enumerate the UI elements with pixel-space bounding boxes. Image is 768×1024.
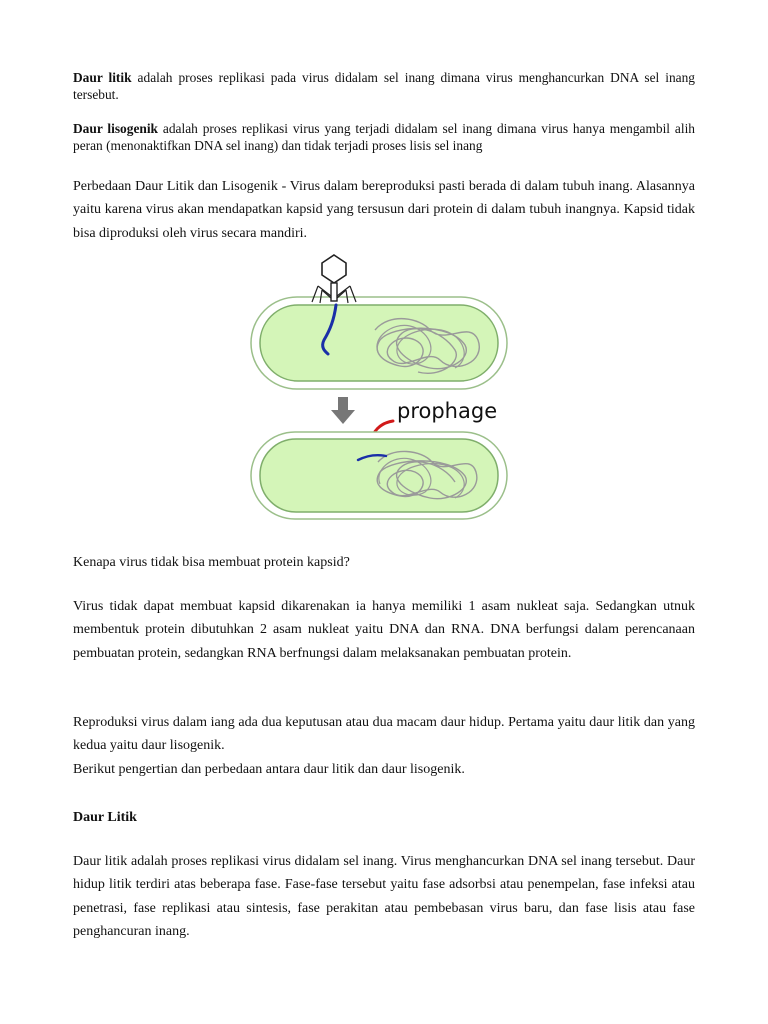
prophage-label: prophage [397,399,498,423]
bacteriophage-icon [312,255,356,303]
definition-lisogenik [73,120,695,154]
reproduction-line-1: Reproduksi virus dalam iang ada dua keputusan atau dua macam daur hidup. Pertama yaitu daur litik dan yang kedua yaitu daur lisogenik. [73,715,695,754]
definition-lisogenik-text: adalah proses replikasi virus yang terjadi didalam sel inang dimana virus hanya mengambil alih peran (menonaktifkan DNA sel inang) dan tidak terjadi proses lisis sel inang [73,121,695,153]
reproduction-paragraph [73,711,695,781]
section-heading-text: Daur Litik [73,810,137,825]
down-arrow-icon [331,397,355,424]
viral-dna-integrated [358,455,386,460]
bacterial-cell-bottom [251,432,507,519]
term-litik: Daur litik [73,70,132,85]
section-heading-daur-litik [73,806,695,829]
definition-litik-text: adalah proses replikasi pada virus didalam sel inang dimana virus menghancurkan DNA sel inang tersebut. [73,70,696,102]
bacterial-cell-top [251,297,507,389]
host-dna-top-2 [377,325,464,368]
definition-litik [73,69,695,103]
reproduction-line-2: Berikut pengertian dan perbedaan antara daur litik dan daur lisogenik. [73,761,465,777]
paragraph-difference: Perbedaan Daur Litik dan Lisogenik - Virus dalam bereproduksi pasti berada di dalam tubuh inang. Alasannya yaitu karena virus akan mendapatkan kapsid yang tersusun dari protein di dalam tubuh inangnya. Kapsid tidak bisa diproduksi oleh virus secara mandiri. [73,179,695,241]
host-dna-bottom [377,451,477,498]
host-dna-top [375,319,479,374]
term-lisogenik: Daur lisogenik [73,121,159,136]
section-body-daur-litik: Daur litik adalah proses replikasi virus didalam sel inang. Virus menghancurkan DNA sel inang tersebut. Daur hidup litik terdiri atas beberapa fase. Fase-fase tersebut yaitu fase adsorbsi atau penempelan, fase infeksi atau penetrasi, fase replikasi atau sintesis, fase perakitan atau pembebasan virus baru, dan fase lisis atau fase penghancuran inang. [73,854,695,939]
prophage-pointer-arrow-icon [364,421,393,448]
host-dna-bottom-2 [379,458,464,498]
answer-paragraph: Virus tidak dapat membuat kapsid dikarenakan ia hanya memiliki 1 asam nukleat saja. Sedangkan utnuk membentuk protein dibutuhkan 2 asam nukleat yaitu DNA dan RNA. DNA berfungsi dalam perencanaan pembuatan protein, sedangkan RNA berfnungsi dalam melaksanakan pembuatan protein. [73,599,695,661]
viral-dna-injected [323,305,336,354]
question-text: Kenapa virus tidak bisa membuat protein kapsid? [73,555,350,570]
